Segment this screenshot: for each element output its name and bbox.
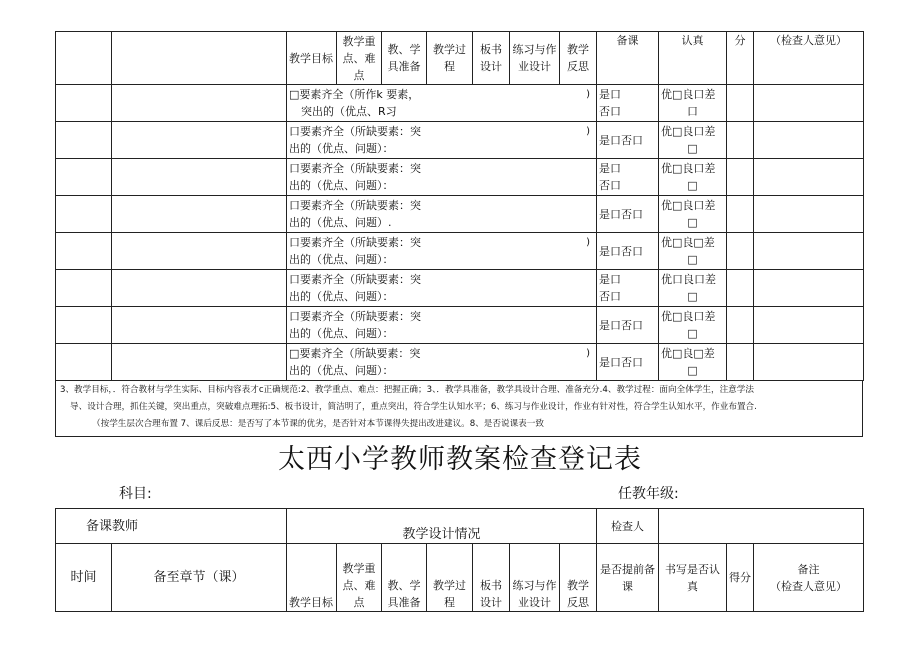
prep-status: 否口	[599, 179, 621, 192]
remark-cell	[754, 270, 864, 307]
quality-grade-cell	[659, 159, 727, 196]
col-key-points: 教学重点、难点	[337, 544, 382, 612]
notes-line: 3、教学目标，．符合教材与学生实际、目标内容表才c正确规范:2、教学重点、难点：把握正确；3、．教学具准备，教学具设计合理、准备充分.4、教学过程：面向全体学生，注意学法	[60, 385, 754, 395]
inspection-table	[55, 508, 864, 612]
quality-grade-cell	[659, 344, 727, 381]
prep-status: 是口否口	[599, 133, 643, 147]
prep-status: 是口否口	[599, 318, 643, 332]
grade-label: 任教年级:	[618, 486, 679, 502]
time-label: 时间	[56, 544, 112, 612]
inspector-label: 检查人	[597, 509, 659, 544]
design-cell	[287, 270, 597, 307]
time-cell	[56, 196, 112, 233]
prep-status-cell	[597, 233, 659, 270]
score-cell	[727, 85, 754, 122]
design-line: 出的（优点、问题）：	[289, 142, 394, 155]
quality-grade: 优口良口差	[661, 273, 716, 286]
page-title: 太西小学教师教案检查登记表	[278, 444, 642, 475]
prep-status-cell	[597, 196, 659, 233]
prep-status: 是口	[599, 162, 621, 175]
col-advance: 是否提前备课	[597, 544, 659, 612]
table-row	[56, 159, 864, 196]
prep-status-cell	[597, 85, 659, 122]
prep-status: 是口	[599, 88, 621, 101]
prep-status: 是口否口	[599, 207, 643, 221]
col-remark: （检查人意见）	[754, 32, 864, 85]
quality-grade: 优□良口差	[661, 162, 716, 175]
design-line: 出的（优点、问题）：	[289, 253, 394, 266]
header-row-top	[56, 509, 864, 544]
inspection-table-continued	[55, 31, 864, 381]
prep-status-cell	[597, 307, 659, 344]
col-practice: 练习与作业设计	[510, 544, 560, 612]
design-line: 口要素齐全（所缺要素：突	[289, 162, 421, 175]
design-line: 出的（优点、问题）：	[289, 179, 394, 192]
time-cell	[56, 122, 112, 159]
time-cell	[56, 159, 112, 196]
quality-grade: □	[687, 216, 698, 229]
prep-status: 是口否口	[599, 355, 643, 369]
quality-grade: □	[687, 142, 698, 155]
col-goal: 教学目标	[287, 32, 337, 85]
inspector-value	[659, 509, 864, 544]
chapter-cell	[112, 122, 287, 159]
remark-cell	[754, 233, 864, 270]
score-cell	[727, 270, 754, 307]
prep-status-cell	[597, 270, 659, 307]
col-tools: 教、学具准备	[382, 544, 427, 612]
paren-mark: )	[586, 126, 590, 137]
header-row-bottom	[56, 544, 864, 612]
table-row	[56, 307, 864, 344]
quality-grade: 优□良口差	[661, 199, 716, 212]
table-row	[56, 122, 864, 159]
quality-grade: □	[687, 290, 698, 303]
time-cell	[56, 233, 112, 270]
quality-grade-cell	[659, 270, 727, 307]
design-cell	[287, 307, 597, 344]
col-practice: 练习与作业设计	[510, 32, 560, 85]
paren-mark: )	[586, 237, 590, 248]
chapter-cell	[112, 307, 287, 344]
chapter-label: 备至章节（课）	[112, 544, 287, 612]
score-cell	[727, 159, 754, 196]
remark-subtitle: （检查人意见）	[770, 579, 848, 593]
teacher-label: 备课教师	[56, 509, 287, 544]
design-line: 口要素齐全（所缺要素：突	[289, 236, 421, 249]
quality-grade-cell	[659, 233, 727, 270]
design-cell	[287, 233, 597, 270]
quality-grade: 优□良口差	[661, 310, 716, 323]
paren-mark: )	[586, 89, 590, 100]
blank-cell	[56, 32, 112, 85]
col-reflection: 教学反思	[560, 544, 597, 612]
quality-grade-cell	[659, 196, 727, 233]
quality-grade-cell	[659, 122, 727, 159]
time-cell	[56, 344, 112, 381]
design-line: 出的（优点、问题）.	[289, 216, 392, 229]
header-row	[56, 32, 864, 85]
table-row	[56, 233, 864, 270]
remark-cell	[754, 196, 864, 233]
col-tools: 教、学具准备	[382, 32, 427, 85]
col-quality: 认真	[659, 32, 727, 85]
design-cell	[287, 85, 597, 122]
blank-cell	[112, 32, 287, 85]
col-process: 教学过程	[427, 32, 473, 85]
score-cell	[727, 196, 754, 233]
prep-status-cell	[597, 159, 659, 196]
col-goal: 教学目标	[287, 544, 337, 612]
remark-cell	[754, 344, 864, 381]
quality-grade: □	[687, 364, 698, 377]
design-line: 出的（优点、问题）：	[289, 327, 394, 340]
remark-cell	[754, 307, 864, 344]
quality-grade: 优□良口差	[661, 125, 716, 138]
score-cell	[727, 344, 754, 381]
prep-status-cell	[597, 122, 659, 159]
design-line: 口要素齐全（所缺要素：突	[289, 125, 421, 138]
quality-grade: 优□良□差	[661, 347, 715, 360]
time-cell	[56, 307, 112, 344]
design-cell	[287, 122, 597, 159]
prep-status: 否口	[599, 290, 621, 303]
col-prep: 备课	[597, 32, 659, 85]
table-row	[56, 344, 864, 381]
quality-grade-cell	[659, 85, 727, 122]
col-score: 分	[727, 32, 754, 85]
table-row	[56, 85, 864, 122]
design-line: 口要素齐全（所缺要素：突	[289, 273, 421, 286]
col-key-points: 教学重点、难点	[337, 32, 382, 85]
design-line: □要素齐全（所作k 要素，	[289, 88, 420, 101]
design-line: 出的（优点、问题）：	[289, 290, 394, 303]
notes-line: 导、设计合理，抓住关键，突出重点，突破难点理拓:5、板书设计，简洁明了，重点突出，符合学生认知水平；6、练习与作业设计，作业有针对性，符合学生认知水平，作业布置合.	[70, 402, 757, 412]
score-cell	[727, 233, 754, 270]
col-reflection: 教学反思	[560, 32, 597, 85]
chapter-cell	[112, 196, 287, 233]
table-row	[56, 196, 864, 233]
design-line: 出的（优点、问题）：	[289, 364, 394, 377]
criteria-notes	[55, 380, 863, 437]
design-cell	[287, 196, 597, 233]
quality-grade: □	[687, 253, 698, 266]
score-cell	[727, 122, 754, 159]
prep-status: 是口否口	[599, 244, 643, 258]
prep-status: 是口	[599, 273, 621, 286]
chapter-cell	[112, 344, 287, 381]
col-board: 板书设计	[473, 32, 510, 85]
quality-grade: 口	[687, 105, 698, 118]
design-line: 口要素齐全（所缺要素：突	[289, 310, 421, 323]
design-line: 突出的（优点、R习	[301, 105, 397, 118]
quality-grade-cell	[659, 307, 727, 344]
remark-cell	[754, 122, 864, 159]
remark-title: 备注	[797, 562, 820, 576]
quality-grade: 优□良□差	[661, 236, 715, 249]
prep-status-cell	[597, 344, 659, 381]
col-process: 教学过程	[427, 544, 473, 612]
col-board: 板书设计	[473, 544, 510, 612]
time-cell	[56, 270, 112, 307]
subject-label: 科目:	[119, 486, 152, 502]
quality-grade: 优□良口差	[661, 88, 716, 101]
col-remark	[754, 544, 864, 612]
chapter-cell	[112, 159, 287, 196]
notes-line: （按学生层次合理布置 7、课后反思：是否写了本节课的优劣，是否针对本节课得失提出改进建议。8、是否说课表一致	[92, 419, 544, 429]
design-cell	[287, 344, 597, 381]
chapter-cell	[112, 270, 287, 307]
quality-grade: □	[687, 179, 698, 192]
remark-cell	[754, 85, 864, 122]
quality-grade: □	[687, 327, 698, 340]
design-status-label: 教学设计情况	[287, 509, 597, 544]
score-cell	[727, 307, 754, 344]
design-cell	[287, 159, 597, 196]
chapter-cell	[112, 233, 287, 270]
time-cell	[56, 85, 112, 122]
chapter-cell	[112, 85, 287, 122]
col-score: 得分	[727, 544, 754, 612]
col-writing: 书写是否认真	[659, 544, 727, 612]
paren-mark: )	[586, 348, 590, 359]
design-line: 口要素齐全（所缺要素：突	[289, 199, 421, 212]
prep-status: 否口	[599, 105, 621, 118]
remark-cell	[754, 159, 864, 196]
table-row	[56, 270, 864, 307]
design-line: □要素齐全（所缺要素：突	[289, 347, 421, 360]
